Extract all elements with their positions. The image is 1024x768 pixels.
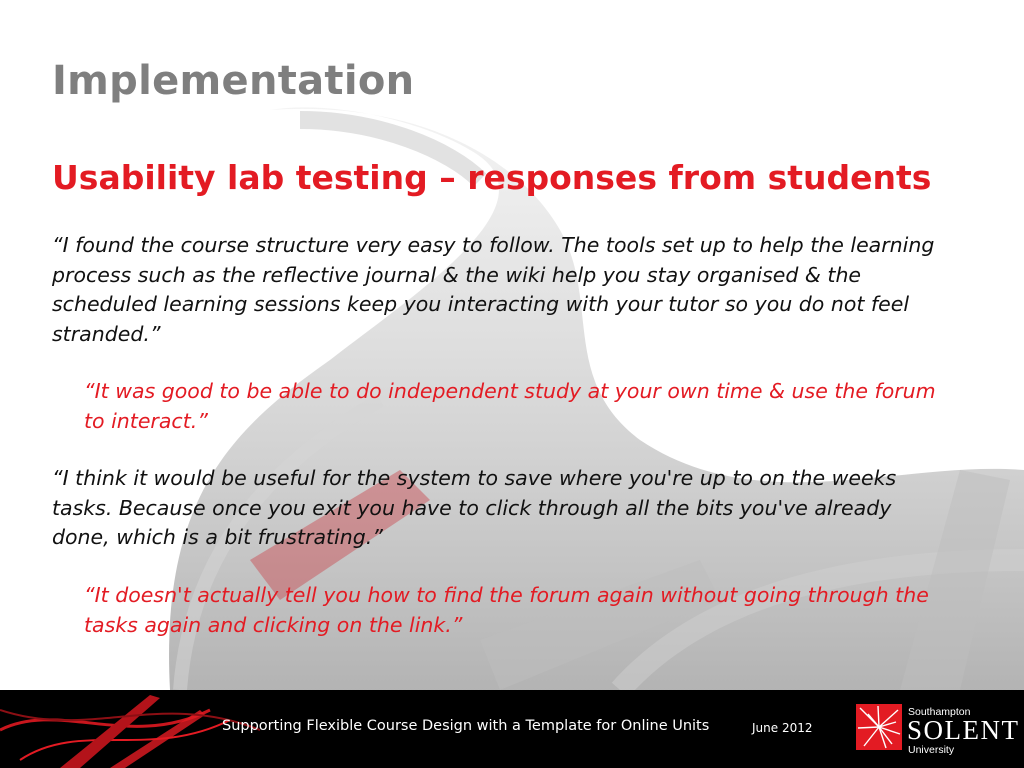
logo-text-university: University: [908, 744, 955, 756]
solent-university-logo: [856, 700, 1020, 760]
student-quote-1: “I found the course structure very easy to follow. The tools set up to help the learning process such as the reflective journal & the wiki help you stay organised & the scheduled learning sessions keep you interacting with your tutor so you do not feel stranded.”: [52, 233, 935, 346]
student-quote-2: “It was good to be able to do independent study at your own time & use the forum to interact.”: [84, 379, 936, 433]
footer-course-title: Supporting Flexible Course Design with a Template for Online Units: [222, 718, 710, 734]
footer-date: June 2012: [752, 721, 813, 735]
footer-bar: [0, 690, 1024, 768]
student-quote-3: “I think it would be useful for the system to save where you're up to on the weeks tasks. Because once you exit you have to click through all the bits you've already done, which is a bit frustrating.”: [52, 466, 897, 549]
starburst-logo-icon: [856, 704, 902, 750]
slide-title: Implementation: [52, 58, 415, 104]
logo-text-southampton: Southampton: [908, 706, 971, 718]
slide-subtitle: Usability lab testing – responses from students: [52, 158, 932, 197]
student-quote-4: “It doesn't actually tell you how to find the forum again without going through the tasks again and clicking on the link.”: [84, 583, 929, 637]
logo-text-solent: SOLENT: [907, 715, 1020, 745]
